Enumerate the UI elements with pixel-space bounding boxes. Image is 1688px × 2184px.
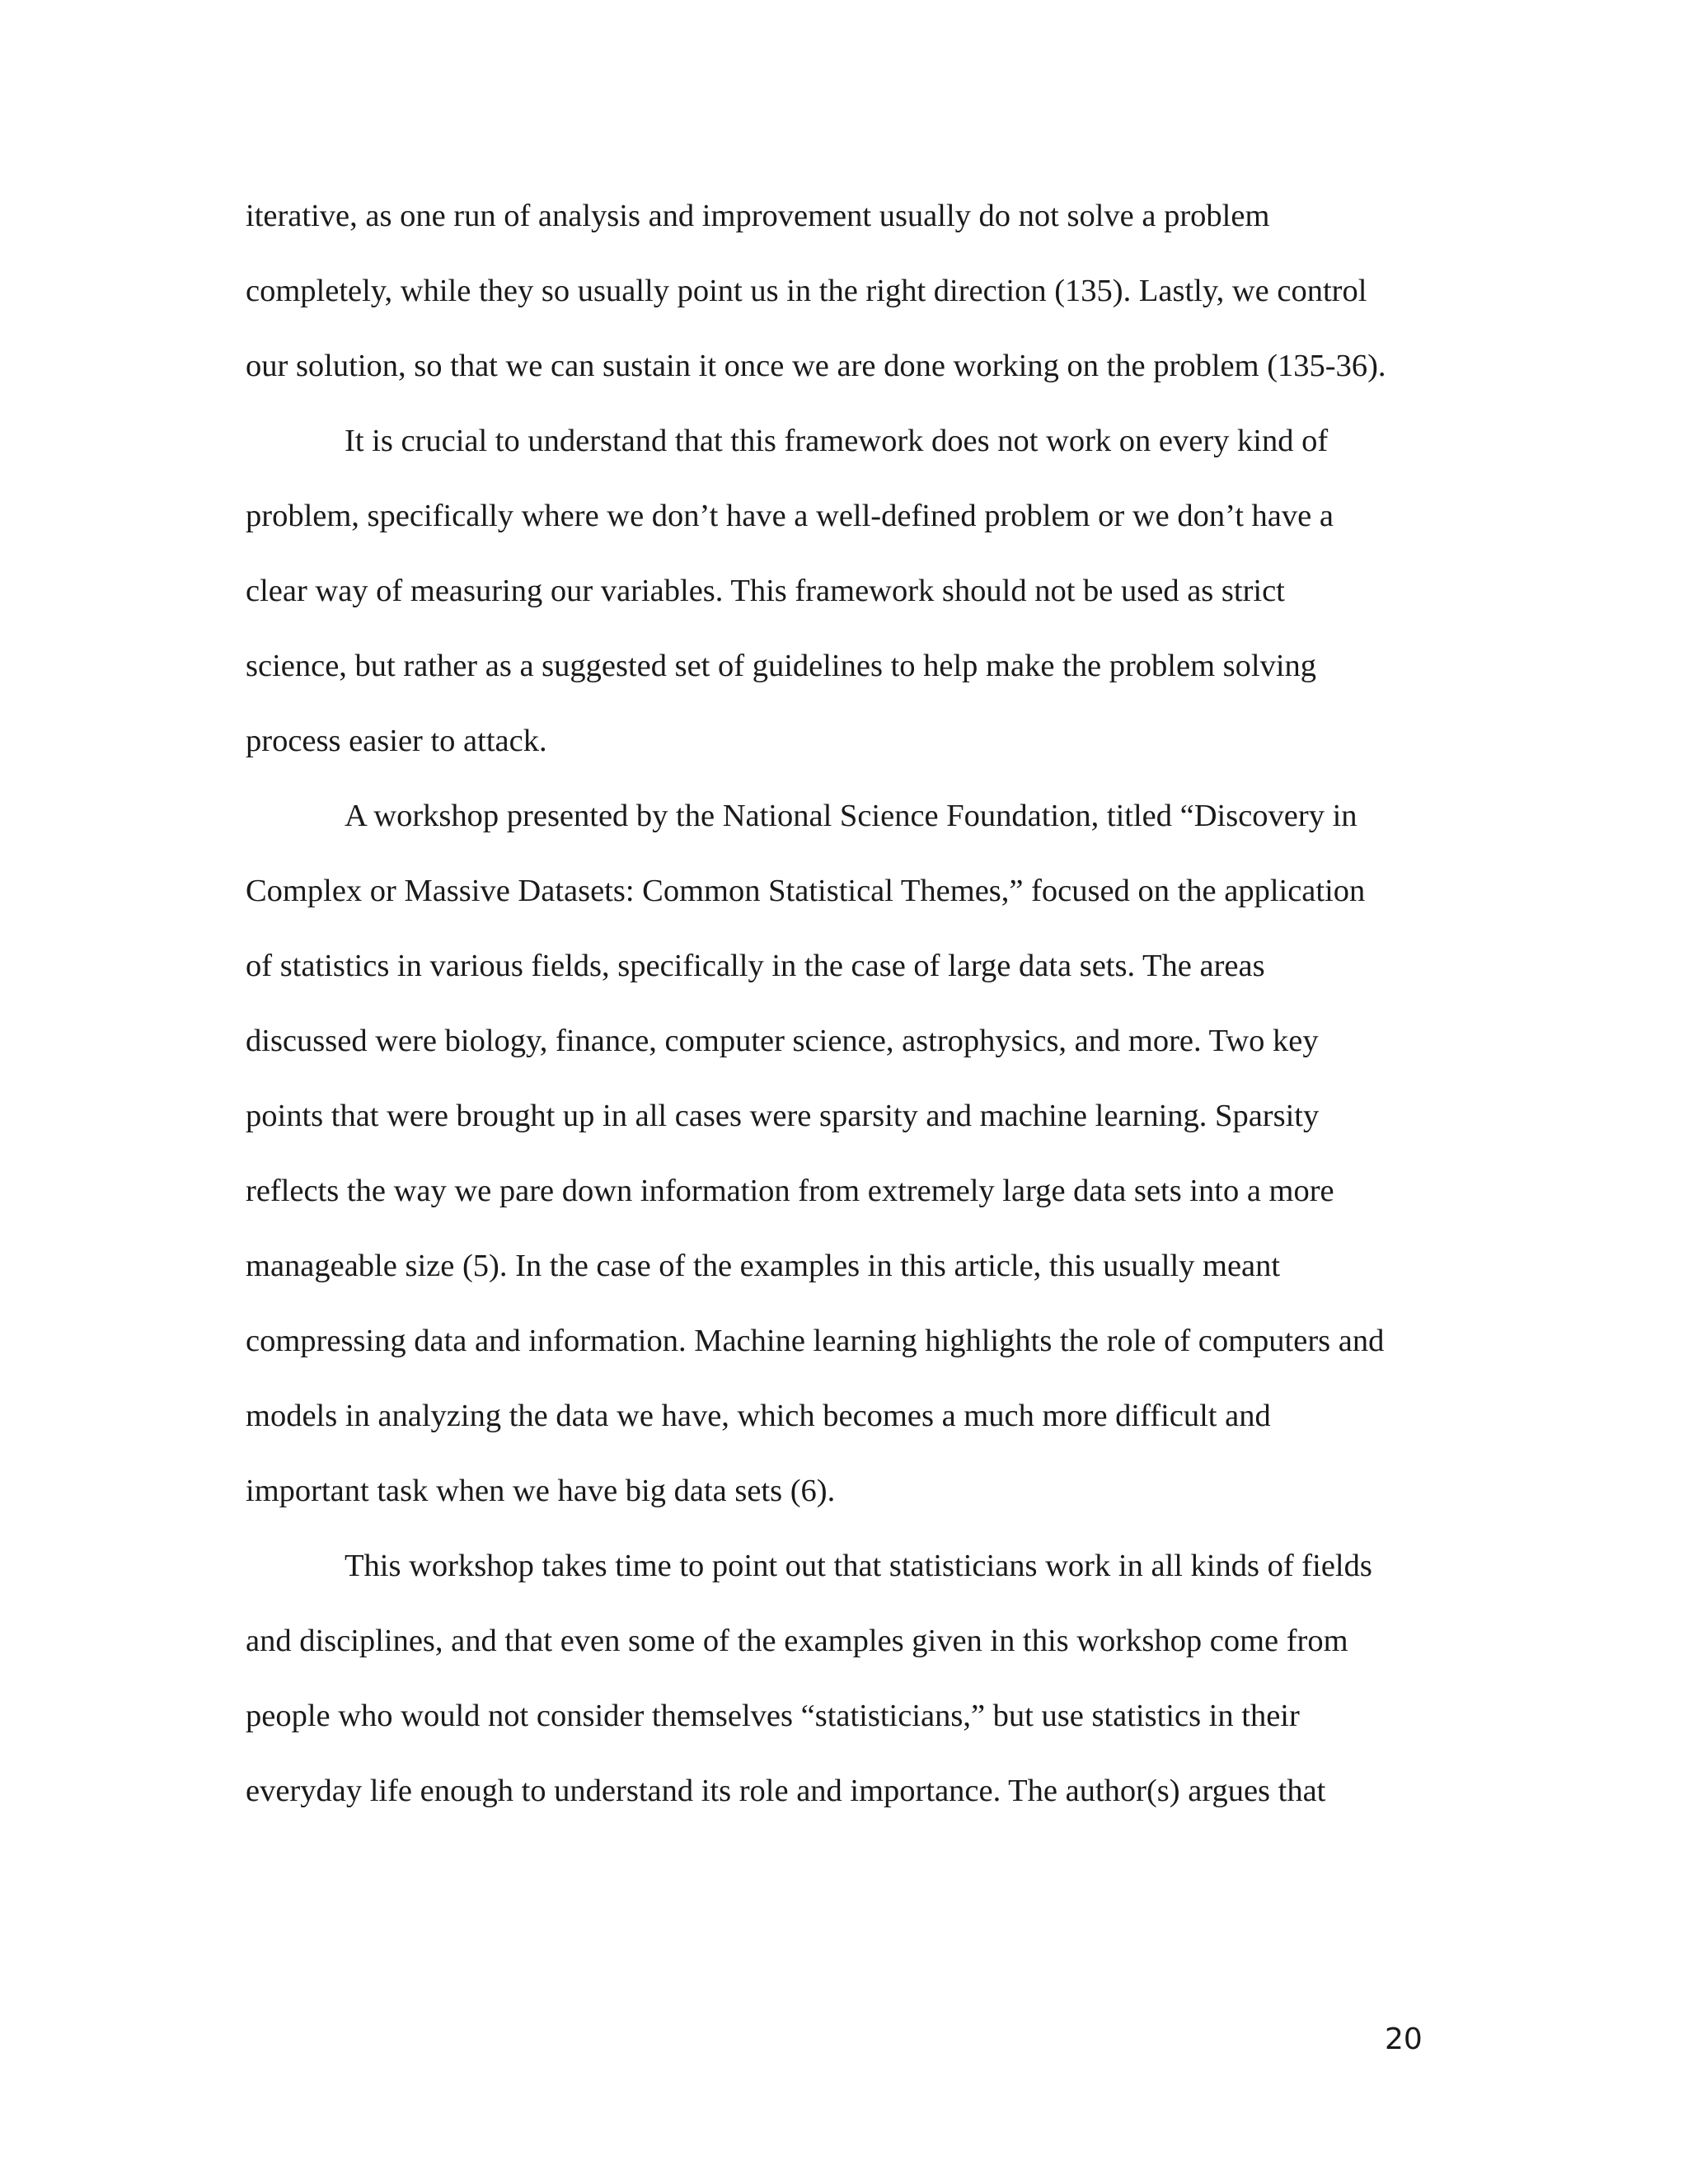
body-text-line: iterative, as one run of analysis and improvement usually do not solve a problem bbox=[246, 199, 1270, 233]
body-text-line: of statistics in various fields, specifically in the case of large data sets. The areas bbox=[246, 949, 1265, 983]
body-text-line: process easier to attack. bbox=[246, 724, 547, 758]
paragraph-first-line: A workshop presented by the National Science Foundation, titled “Discovery in bbox=[345, 799, 1357, 833]
body-text-line: compressing data and information. Machine learning highlights the role of computers and bbox=[246, 1324, 1385, 1358]
body-text-line: discussed were biology, finance, computer science, astrophysics, and more. Two key bbox=[246, 1024, 1319, 1058]
body-text-line: points that were brought up in all cases were sparsity and machine learning. Sparsity bbox=[246, 1099, 1320, 1133]
body-text-line: clear way of measuring our variables. This framework should not be used as strict bbox=[246, 574, 1285, 608]
body-text-line: manageable size (5). In the case of the examples in this article, this usually meant bbox=[246, 1249, 1281, 1283]
body-text-line: completely, while they so usually point us in the right direction (135). Lastly, we control bbox=[246, 274, 1367, 308]
body-text-line: problem, specifically where we don’t have a well-defined problem or we don’t have a bbox=[246, 499, 1334, 533]
body-text-line: everyday life enough to understand its role and importance. The author(s) argues that bbox=[246, 1774, 1326, 1808]
body-text-line: science, but rather as a suggested set of guidelines to help make the problem solving bbox=[246, 649, 1317, 683]
body-text-line: Complex or Massive Datasets: Common Statistical Themes,” focused on the application bbox=[246, 874, 1366, 908]
page-number: 20 bbox=[1385, 2022, 1423, 2056]
body-text-line: people who would not consider themselves “statisticians,” but use statistics in their bbox=[246, 1699, 1300, 1733]
body-text-line: reflects the way we pare down information from extremely large data sets into a more bbox=[246, 1174, 1334, 1208]
body-text-line: important task when we have big data sets (6). bbox=[246, 1474, 836, 1508]
body-text-line: our solution, so that we can sustain it once we are done working on the problem (135-36). bbox=[246, 349, 1386, 383]
body-text-line: models in analyzing the data we have, which becomes a much more difficult and bbox=[246, 1399, 1271, 1433]
paragraph-first-line: This workshop takes time to point out that statisticians work in all kinds of fields bbox=[345, 1549, 1372, 1583]
paragraph-first-line: It is crucial to understand that this framework does not work on every kind of bbox=[345, 424, 1329, 458]
body-text-line: and disciplines, and that even some of the examples given in this workshop come from bbox=[246, 1624, 1348, 1658]
